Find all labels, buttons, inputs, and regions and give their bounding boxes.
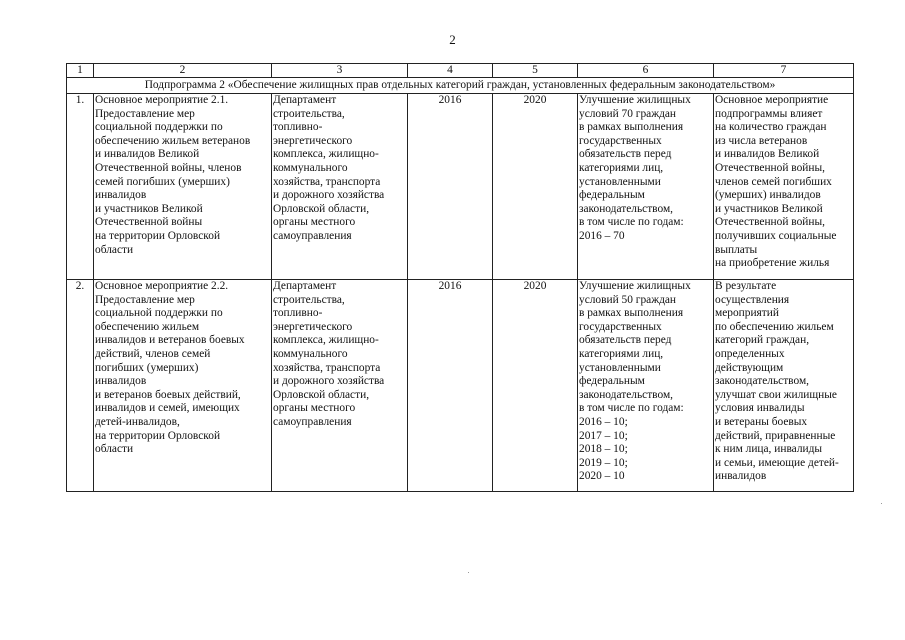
impact-cell xyxy=(714,280,854,492)
result-cell xyxy=(578,94,714,280)
activity-cell-line: инвалидов и ветеранов боевых xyxy=(95,334,245,347)
row-number: 1. xyxy=(67,94,94,280)
executor-cell xyxy=(272,280,408,492)
executor-cell-line: энергетического xyxy=(273,134,353,147)
activity-cell-line: области xyxy=(95,243,134,256)
result-cell-line: федеральным xyxy=(579,375,645,388)
activity-cell xyxy=(94,280,272,492)
result-cell-line: федеральным xyxy=(579,189,645,202)
impact-cell-line: мероприятий xyxy=(715,307,779,320)
activity-cell-line: и инвалидов Великой xyxy=(95,148,200,161)
impact-cell-line: и ветераны боевых xyxy=(715,415,808,428)
activity-cell-line: и ветеранов боевых действий, xyxy=(95,388,241,401)
result-cell-line: в том числе по годам: xyxy=(579,216,684,229)
activity-cell-line: инвалидов и семей, имеющих xyxy=(95,402,240,415)
executor-cell xyxy=(272,94,408,280)
result-cell-line: обязательств перед xyxy=(579,148,672,161)
executor-cell-line: комплекса, жилищно- xyxy=(273,148,379,161)
result-cell-line: установленными xyxy=(579,361,661,374)
activity-cell-line: погибших (умерших) xyxy=(95,361,199,374)
activity-cell-line: на территории Орловской xyxy=(95,229,221,242)
activity-cell-line: обеспечению жильем ветеранов xyxy=(95,134,251,147)
col-header-6: 6 xyxy=(578,64,714,78)
activity-cell-line: Основное мероприятие 2.2. xyxy=(95,280,229,292)
activity-cell-line: действий, членов семей xyxy=(95,347,211,360)
executor-cell-line: Департамент xyxy=(273,94,337,106)
activity-cell-line: детей-инвалидов, xyxy=(95,415,180,428)
result-cell xyxy=(578,280,714,492)
impact-cell-line: определенных xyxy=(715,347,785,360)
executor-cell-line: Орловской области, xyxy=(273,388,370,401)
activity-cell-line: Отечественной войны, членов xyxy=(95,161,242,174)
impact-cell-line: законодательством, xyxy=(715,375,810,388)
impact-cell-line: получивших социальные xyxy=(715,229,837,242)
executor-cell-line: и дорожного хозяйства xyxy=(273,375,385,388)
executor-cell-line: хозяйства, транспорта xyxy=(273,175,381,188)
header-row xyxy=(67,64,854,78)
executor-cell-line: строительства, xyxy=(273,107,345,120)
result-cell-line: 2019 – 10; xyxy=(579,456,628,469)
impact-cell-line: к ним лица, инвалиды xyxy=(715,443,823,456)
table-row xyxy=(67,94,854,280)
result-cell-line: условий 70 граждан xyxy=(579,107,677,120)
col-header-2: 2 xyxy=(94,64,272,78)
activity-cell-line: инвалидов xyxy=(95,375,147,388)
executor-cell-line: Орловской области, xyxy=(273,202,370,215)
result-cell-line: 2016 – 70 xyxy=(579,229,625,242)
activity-cell-line: на территории Орловской xyxy=(95,429,221,442)
col-header-4: 4 xyxy=(408,64,493,78)
impact-cell-line: осуществления xyxy=(715,293,790,306)
impact-cell-line: Отечественной войны, xyxy=(715,161,825,174)
start-year-cell: 2016 xyxy=(408,94,493,280)
impact-cell-line: Основное мероприятие xyxy=(715,94,829,106)
impact-cell-line: категорий граждан, xyxy=(715,334,810,347)
activity-cell-line: семей погибших (умерших) xyxy=(95,175,230,188)
activity-cell-line: Предоставление мер xyxy=(95,107,195,120)
result-cell-line: обязательств перед xyxy=(579,334,672,347)
executor-cell-line: самоуправления xyxy=(273,415,352,428)
impact-cell-line: на приобретение жилья xyxy=(715,257,830,270)
executor-cell-line: и дорожного хозяйства xyxy=(273,189,385,202)
scan-speck xyxy=(881,503,882,504)
impact-cell-line: (умерших) инвалидов xyxy=(715,189,821,202)
impact-cell-line: и инвалидов Великой xyxy=(715,148,820,161)
executor-cell-line: органы местного xyxy=(273,402,356,415)
result-cell-line: категориями лиц, xyxy=(579,347,664,360)
result-cell-line: условий 50 граждан xyxy=(579,293,677,306)
result-cell-line: 2017 – 10; xyxy=(579,429,628,442)
end-year-cell: 2020 xyxy=(493,280,578,492)
impact-cell-line: на количество граждан xyxy=(715,121,827,134)
subprogram-title: Подпрограмма 2 «Обеспечение жилищных прав отдельных категорий граждан, установленных федеральным законодательством» xyxy=(67,78,854,94)
col-header-7: 7 xyxy=(714,64,854,78)
executor-cell-line: комплекса, жилищно- xyxy=(273,334,379,347)
impact-cell-line: улучшат свои жилищные xyxy=(715,388,837,401)
page-number: 2 xyxy=(449,32,456,47)
result-cell-line: в том числе по годам: xyxy=(579,402,684,415)
executor-cell-line: Департамент xyxy=(273,280,337,292)
executor-cell-line: самоуправления xyxy=(273,229,352,242)
result-cell-line: 2020 – 10 xyxy=(579,470,625,483)
executor-cell-line: строительства, xyxy=(273,293,345,306)
impact-cell-line: и участников Великой xyxy=(715,202,823,215)
impact-cell-line: выплаты xyxy=(715,243,758,256)
activity-cell-line: обеспечению жильем xyxy=(95,320,200,333)
end-year-cell: 2020 xyxy=(493,94,578,280)
activity-cell xyxy=(94,94,272,280)
program-table xyxy=(66,63,854,492)
activity-cell-line: Основное мероприятие 2.1. xyxy=(95,94,229,106)
result-cell-line: законодательством, xyxy=(579,202,674,215)
activity-cell-line: Отечественной войны xyxy=(95,216,203,229)
activity-cell-line: Предоставление мер xyxy=(95,293,195,306)
impact-cell-line: В результате xyxy=(715,280,777,292)
impact-cell-line: инвалидов xyxy=(715,470,767,483)
subprogram-row xyxy=(67,78,854,94)
result-cell-line: установленными xyxy=(579,175,661,188)
row-number: 2. xyxy=(67,280,94,492)
col-header-5: 5 xyxy=(493,64,578,78)
activity-cell-line: и участников Великой xyxy=(95,202,203,215)
result-cell-line: в рамках выполнения xyxy=(579,121,684,134)
col-header-3: 3 xyxy=(272,64,408,78)
scan-speck xyxy=(468,572,469,573)
activity-cell-line: области xyxy=(95,443,134,456)
impact-cell-line: по обеспечению жильем xyxy=(715,320,834,333)
col-header-1: 1 xyxy=(67,64,94,78)
executor-cell-line: коммунального xyxy=(273,347,348,360)
impact-cell-line: Отечественной войны, xyxy=(715,216,825,229)
executor-cell-line: топливно- xyxy=(273,307,323,320)
executor-cell-line: хозяйства, транспорта xyxy=(273,361,381,374)
impact-cell xyxy=(714,94,854,280)
executor-cell-line: топливно- xyxy=(273,121,323,134)
result-cell-line: Улучшение жилищных xyxy=(579,280,691,292)
result-cell-line: 2018 – 10; xyxy=(579,443,628,456)
impact-cell-line: членов семей погибших xyxy=(715,175,832,188)
activity-cell-line: инвалидов xyxy=(95,189,147,202)
activity-cell-line: социальной поддержки по xyxy=(95,121,223,134)
impact-cell-line: действий, приравненные xyxy=(715,429,836,442)
impact-cell-line: подпрограммы влияет xyxy=(715,107,823,120)
result-cell-line: 2016 – 10; xyxy=(579,415,628,428)
executor-cell-line: органы местного xyxy=(273,216,356,229)
executor-cell-line: энергетического xyxy=(273,320,353,333)
start-year-cell: 2016 xyxy=(408,280,493,492)
activity-cell-line: социальной поддержки по xyxy=(95,307,223,320)
impact-cell-line: условия инвалиды xyxy=(715,402,805,415)
result-cell-line: государственных xyxy=(579,134,662,147)
result-cell-line: законодательством, xyxy=(579,388,674,401)
impact-cell-line: и семьи, имеющие детей- xyxy=(715,456,839,469)
impact-cell-line: из числа ветеранов xyxy=(715,134,808,147)
executor-cell-line: коммунального xyxy=(273,161,348,174)
result-cell-line: Улучшение жилищных xyxy=(579,94,691,106)
impact-cell-line: действующим xyxy=(715,361,784,374)
result-cell-line: категориями лиц, xyxy=(579,161,664,174)
result-cell-line: в рамках выполнения xyxy=(579,307,684,320)
result-cell-line: государственных xyxy=(579,320,662,333)
table-row xyxy=(67,280,854,492)
